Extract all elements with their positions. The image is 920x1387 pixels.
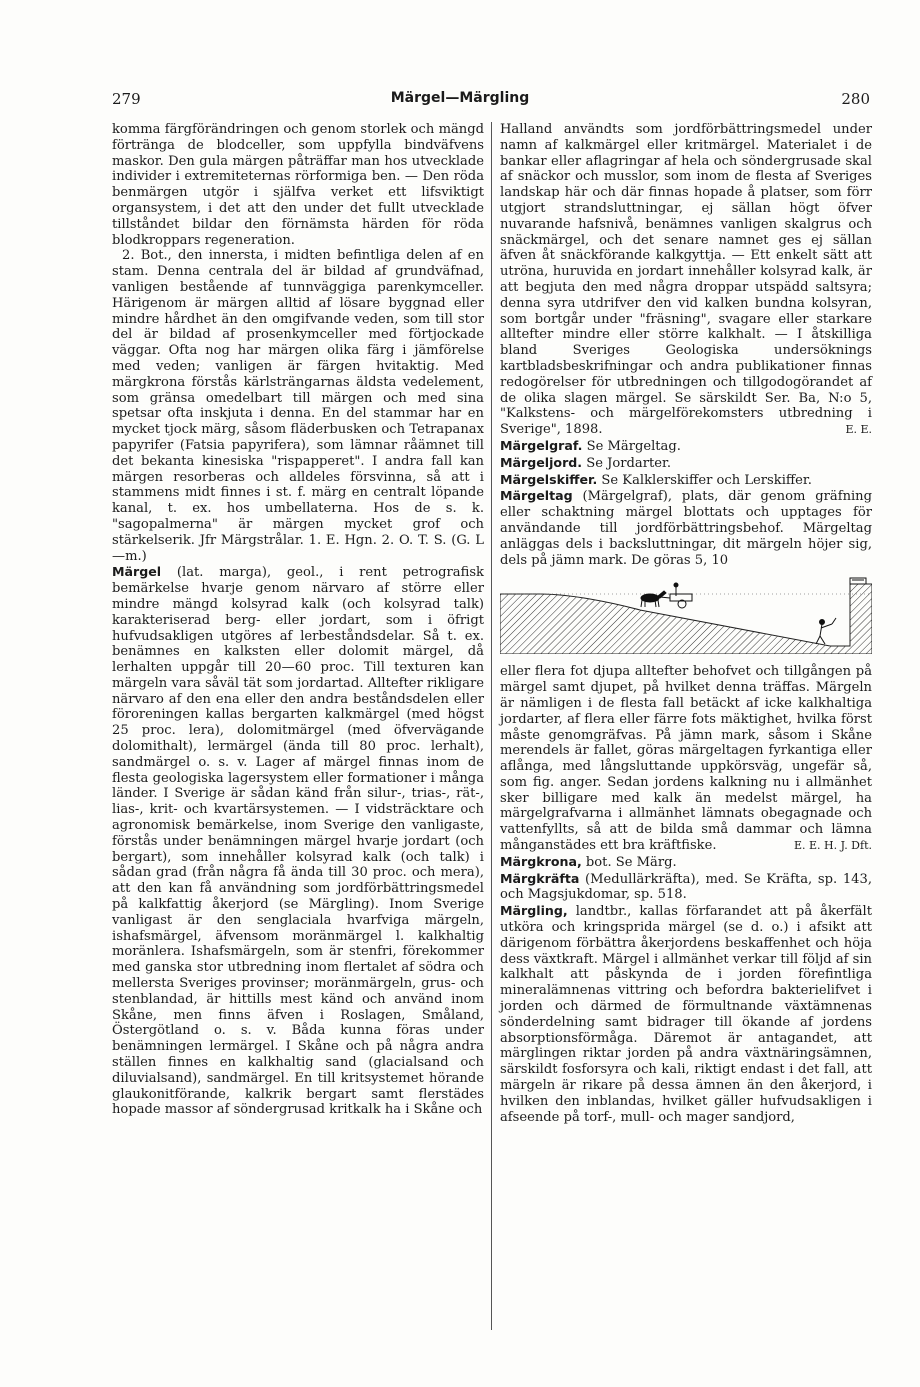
paragraph-text: eller flera fot djupa alltefter behofvet och tillgången på märgel samt djupet, på hvilket denna träffas. Märgeln är nämligen i de flesta fall betäckt af icke kalkhaltiga jordarter, af flera eller färre fots mäktighet, hvilka först måste genomgräfvas. På jämn mark, såsom i Skåne merendels är fallet, göras märgeltagen fyrkantiga eller aflånga, med långsluttande uppkörsväg, ungefär så, som fig. anger. Sedan jordens kalkning nu i allmänhet sker billigare med kalk än medelst märgel, ha märgelgrafvarna i allmänhet lämnats obegagnade och vattenfyllts, så att de bilda små dammar och lämna månganstädes ett bra kräftfiske. xyxy=(500,664,872,854)
entry-body: (Medullärkräfta), med. Se Kräfta, sp. 143, och Magsjukdomar, sp. 518. xyxy=(500,871,872,903)
entry-body: Se Märgeltag. xyxy=(586,438,681,454)
entry-margkrona xyxy=(500,854,872,871)
running-head: Märgel—Märgling xyxy=(390,90,530,106)
entry-body: Se Jordarter. xyxy=(586,455,671,471)
headword: Märgel xyxy=(112,564,162,580)
marl-pit-illustration xyxy=(500,574,872,654)
headword: Märgkrona, xyxy=(500,853,582,869)
paragraph: 2. Bot., den innersta, i midten befintliga delen af en stam. Denna centrala del är bildad af grundväfnad, vanligen bestående af tunnväggiga parenkymceller. Härigenom är märgen alltid af lösare byggnad eller mindre hårdhet än den omgifvande veden, som till stor del är bildad af prosenkymceller med förtjockade väggar. Ofta nog har märgen olika färg i jämförelse med veden; vanligen är färgen hvitaktig. Med märgkrona förstås kärlsträngarnas äldsta vedelement, som gränsa omedelbart till märgen och med sina spetsar ofta inskjuta i denna. En del stammar har en mycket tjock märg, såsom fläderbusken och Tetrapanax papyrifer (Fatsia papyrifera), som lämnar råämnet till det bekanta kinesiska "rispapperet". I andra fall kan märgen resorberas och alldeles försvinna, så att i stammens midt finnes i st. f. märg en centralt löpande kanal, t. ex. hos umbellaterna. Hos de s. k. "sagopalmerna" är märgen mycket grof och stärkelserik. Jfr Märgstrålar. 1. E. Hgn. 2. O. T. S. (G. L—m.) xyxy=(112,248,484,564)
left-page-number: 279 xyxy=(112,90,141,108)
entry-margel xyxy=(112,564,484,1118)
headword: Märgelgraf. xyxy=(500,437,583,453)
headword: Märgeljord. xyxy=(500,454,583,470)
headword: Märgelskiffer. xyxy=(500,471,598,487)
entry-body: landtbr., kallas förfarandet att på åkerfält utköra och kringsprida märgel (se d. o.) i afsikt att därigenom förbättra åkerjordens beskaffenhet och höja dess växtkraft. Märgel i allmänhet verkar till följd af sin kalkhalt att påskynda de i jorden förefintliga mineralämnenas vittring och befordra bakterielifvet i jorden och därmed de förmultnande växtämnenas sönderdelning samt bidrager till ökande af jordens absorptionsförmåga. Däremot är antagandet, att märglingen riktar jorden på andra växtnäringsämnen, särskildt fosforsyra och kali, riktigt endast i det fall, att märgeln är rikare på dessa ämnen än den åkerjord, i hvilken den inblandas, hvilket gäller hufvudsakligen i afseende på torf-, mull- och mager sandjord, xyxy=(500,904,873,1125)
author-signature: E. E. H. J. Dft. xyxy=(794,839,872,853)
headword: Märgeltag xyxy=(500,488,573,504)
right-column xyxy=(500,122,872,1125)
entry-body: (Märgelgraf), plats, där genom gräfning eller schaktning märgel blottats och upptages för användande till jordförbättringsbehof. Märgeltag anläggas dels i backsluttningar, dit märgeln höjer sig, dels på jämn mark. De göras 5, 10 xyxy=(500,489,873,568)
right-page-number: 280 xyxy=(841,90,870,108)
entry-margeljord xyxy=(500,455,872,472)
paragraph: komma färgförändringen och genom storlek och mängd förtränga de blodceller, som uppfylla bindväfvens maskor. Den gula märgen påträffar man hos utvecklade individer i extremiteternas rörformiga ben. — Den röda benmärgen utgör i själfva verket ett lifsviktigt organsystem, i det att den under det fullt utvecklade tillståndet bildar den förnämsta härden för röda blodkroppars regeneration. xyxy=(112,122,484,248)
entry-body: Se Kalklerskiffer och Lerskiffer. xyxy=(601,472,812,488)
paragraph-text: Halland användts som jordförbättringsmedel under namn af kalkmärgel eller kritmärgel. Materialet i de bankar eller aflagringar af hela och söndergrusade skal af snäckor och musslor, som inom de flesta af Sveriges landskap här och där finnas hopade å platser, som förr utgjort strandsluttningar, ej sällan högt öfver nuvarande hafsnivå, benämnes vanligen skalgrus och snäckmärgel, och det senare namnet ges ej sällan äfven åt snäckförande kalkgyttja. — Ett enkelt sätt att utröna, huruvida en jordart innehåller kolsyrad kalk, är att begjuta den med några droppar utspädd saltsyra; denna syra utdrifver den vid kalken bundna kolsyran, som bortgår under "fräsning", svagare eller starkare alltefter mindre eller större kalkhalt. — I åtskilliga bland Sveriges Geologiska undersöknings kartbladsbeskrifningar och andra publikationer finnas redogörelser för utbredningen och tillgodogörandet af de olika slagen märgel. Se särskildt Ser. Ba, N:o 5, "Kalkstens- och märgelförekomsters utbredning i Sverige", 1898. xyxy=(500,122,872,438)
digger-figure-icon xyxy=(816,618,836,644)
paragraph xyxy=(500,122,872,438)
entry-margkrafta xyxy=(500,871,872,904)
headword: Märgling, xyxy=(500,903,568,919)
entry-margelgraf xyxy=(500,438,872,455)
entry-margling xyxy=(500,903,872,1125)
horse-cart-icon xyxy=(641,583,692,608)
entry-body: (lat. marga), geol., i rent petrografisk bemärkelse hvarje genom närvaro af större eller mindre mängd kolsyrad kalk (och kolsyrad talk) karakteriserad berg- eller jordart, som i öfrigt hufvudsakligen utgöres af lerbeståndsdelar. Så t. ex. benämnes en kalksten eller dolomit märgel, då lerhalten uppgår till 20—60 proc. Till texturen kan märgeln vara såväl tät som jordartad. Alltefter rikligare närvaro af den ena eller den andra beståndsdelen eller föroreningen kallas bergarten kalkmärgel (med högst 25 proc. lera), dolomitmärgel (med öfvervägande dolomithalt), lermärgel (ända till 80 proc. lerhalt), sandmärgel o. s. v. Lager af märgel finnas inom de flesta geologiska lagersystem eller formationer i många länder. I Sverige är sådan känd från silur-, trias-, rät-, lias-, krit- och kvartärsystemen. — I vidsträcktare och agronomisk bemärkelse, inom Sverige den vanligaste, förstås under benämningen märgel hvarje jordart (och bergart), som innehåller kolsyrad kalk (och talk) i sådan grad (från några få ända till 30 proc. och mera), att den kan få användning som jordförbättringsmedel på kalkfattig åkerjord (se Märgling). Inom Sverige vanligast är den senglaciala hvarfviga märgeln, ishafsmärgel, äfvensom moränmärgel l. kalkhaltig moränlera. Ishafsmärgeln, som är stenfri, förekommer med ganska stor utbredning inom flertalet af södra och mellersta Sveriges provinser; moränmärgeln, grus- och stenblandad, är hittills mest känd och använd inom Skåne, men finns äfven i Roslagen, Småland, Östergötland o. s. v. Båda kunna föras under benämningen lermärgel. I Skåne och på några andra ställen finnes en kalkhaltig sand (glacialsand och diluvialsand), sandmärgel. En till kritsystemet hörande glaukonitförande, kalkrik bergart samt flerstädes hopade massor af söndergrusad kritkalk ha i Skåne och xyxy=(112,565,484,1118)
paragraph xyxy=(500,664,872,854)
stacked-marl-heap xyxy=(850,578,866,584)
entry-margelskiffer xyxy=(500,472,872,489)
entry-margeltag xyxy=(500,488,872,568)
headword: Märgkräfta xyxy=(500,870,580,886)
left-column xyxy=(112,122,484,1118)
author-signature: E. E. xyxy=(845,423,872,437)
entry-body: bot. Se Märg. xyxy=(585,854,677,870)
column-divider xyxy=(491,122,492,1330)
